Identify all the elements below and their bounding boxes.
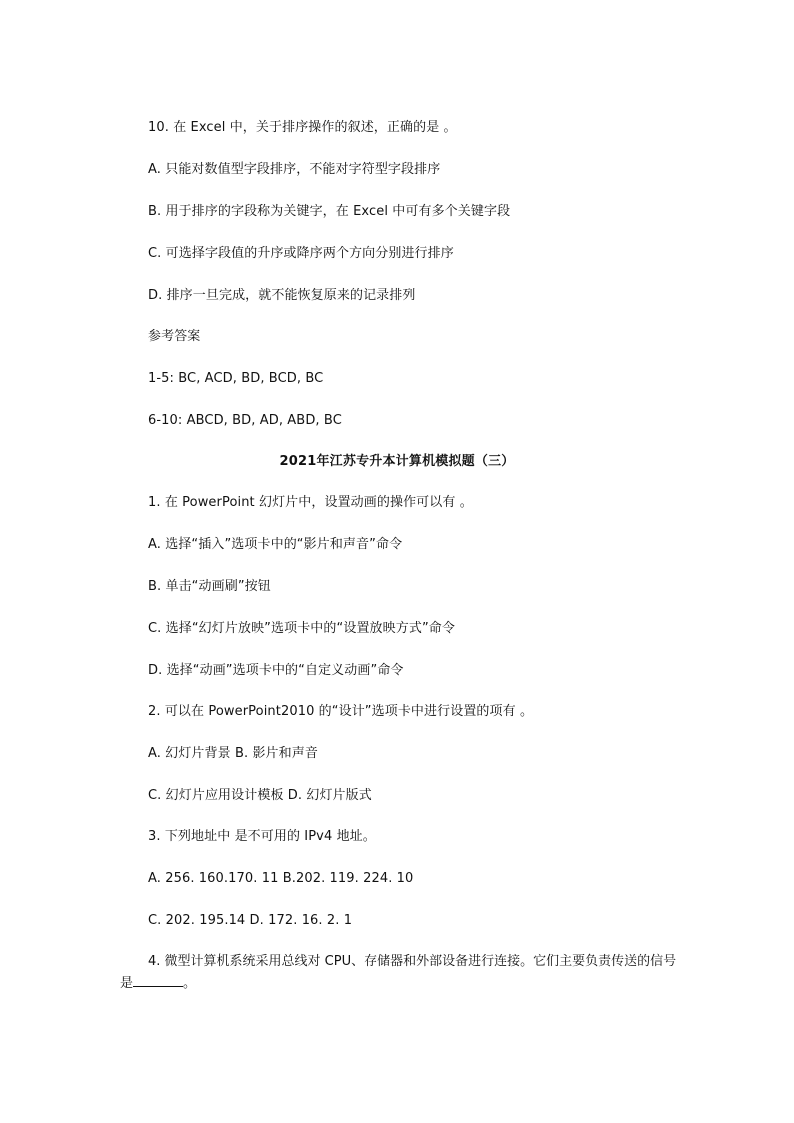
question-1-option-b: B. 单击“动画刷”按钮 xyxy=(148,579,271,594)
answers-line-1: 1-5: BC, ACD, BD, BCD, BC xyxy=(148,371,324,386)
question-2-options-cd: C. 幻灯片应用设计模板 D. 幻灯片版式 xyxy=(148,788,372,803)
question-10-option-b: B. 用于排序的字段称为关键字，在 Excel 中可有多个关键字段 xyxy=(148,204,511,219)
question-10-option-c: C. 可选择字段值的升序或降序两个方向分别进行排序 xyxy=(148,246,454,261)
question-10-option-a: A. 只能对数值型字段排序，不能对字符型字段排序 xyxy=(148,162,441,177)
answers-line-2: 6-10: ABCD, BD, AD, ABD, BC xyxy=(148,413,342,428)
answers-heading: 参考答案 xyxy=(148,329,201,344)
answer-blank xyxy=(133,972,183,987)
question-2-options-ab: A. 幻灯片背景 B. 影片和声音 xyxy=(148,746,318,761)
question-1-option-d: D. 选择“动画”选项卡中的“自定义动画”命令 xyxy=(148,663,404,678)
question-4-stem: 4. 微型计算机系统采用总线对 CPU、存储器和外部设备进行连接。它们主要负责传送的信号是 xyxy=(120,954,677,991)
question-3-options-ab: A. 256. 160.170. 11 B.202. 119. 224. 10 xyxy=(148,871,414,886)
question-4-end: 。 xyxy=(183,976,197,991)
section-title: 2021年江苏专升本计算机模拟题（三） xyxy=(279,454,515,469)
question-1-stem: 1. 在 PowerPoint 幻灯片中，设置动画的操作可以有 。 xyxy=(148,495,473,510)
question-10-stem: 10. 在 Excel 中，关于排序操作的叙述，正确的是 。 xyxy=(148,120,457,135)
question-1-option-c: C. 选择“幻灯片放映”选项卡中的“设置放映方式”命令 xyxy=(148,621,455,636)
question-4-paragraph xyxy=(120,951,680,994)
question-10-option-d: D. 排序一旦完成，就不能恢复原来的记录排列 xyxy=(148,288,416,303)
question-3-options-cd: C. 202. 195.14 D. 172. 16. 2. 1 xyxy=(148,913,353,928)
question-1-option-a: A. 选择“插入”选项卡中的“影片和声音”命令 xyxy=(148,537,403,552)
question-2-stem: 2. 可以在 PowerPoint2010 的“设计”选项卡中进行设置的项有 。 xyxy=(148,704,534,719)
question-3-stem: 3. 下列地址中 是不可用的 IPv4 地址。 xyxy=(148,829,376,844)
